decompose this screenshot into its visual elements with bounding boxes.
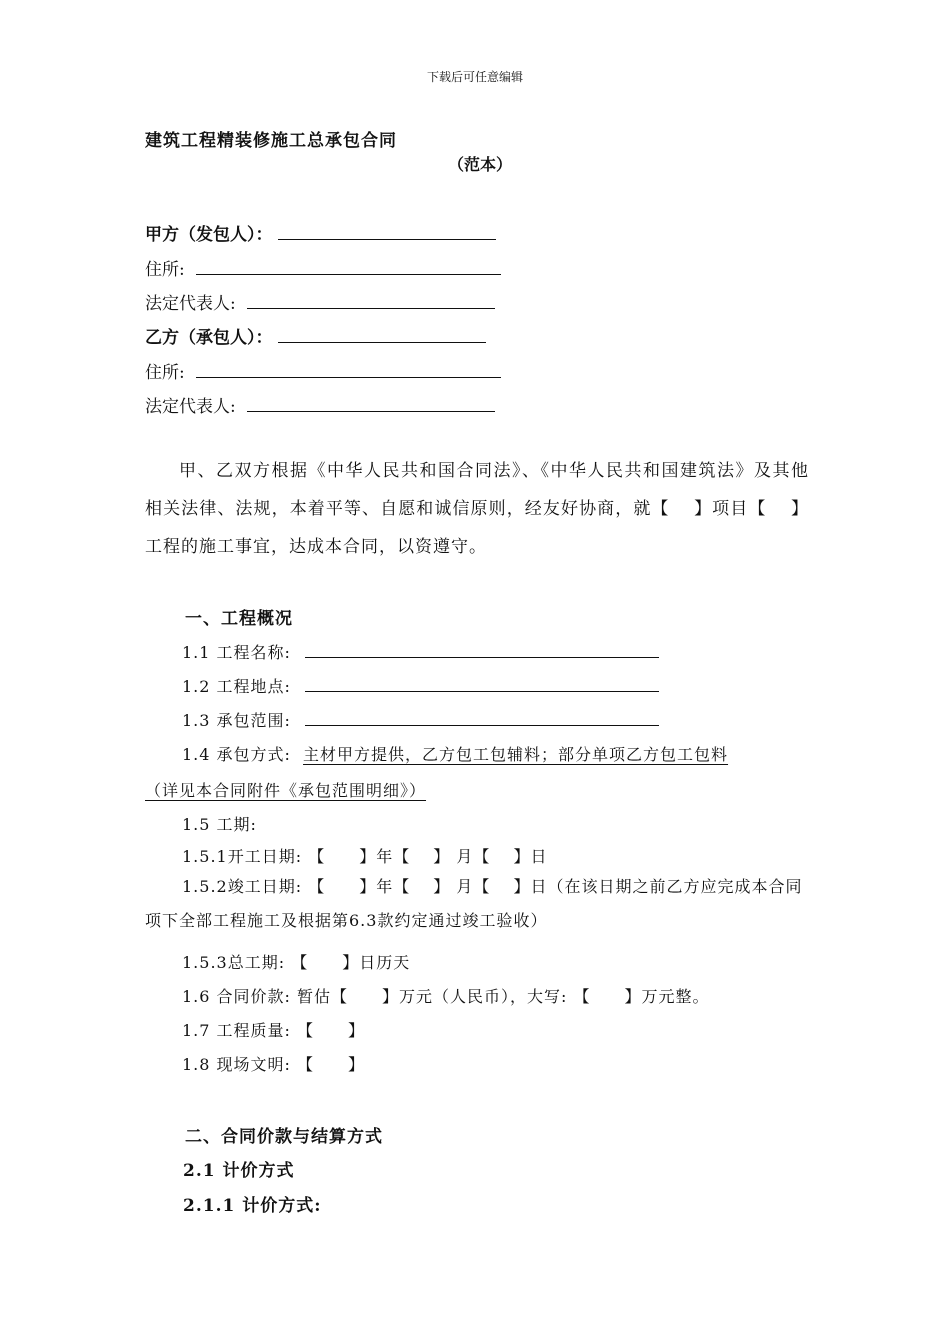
item-1-5-2: 1.5.2竣工日期: 【 】年【 】 月【 】日（在该日期之前乙方应完成本合同项下全部工程施工及根据第6.3款约定通过竣工验收） — [145, 877, 803, 930]
item-1-4-label: 1.4 承包方式: — [182, 745, 291, 764]
party-b-rep-blank — [247, 394, 495, 412]
item-1-3-blank — [305, 708, 659, 726]
item-1-2-label: 1.2 工程地点: — [182, 677, 291, 696]
item-1-2-blank — [305, 674, 659, 692]
item-1-1-blank — [305, 640, 659, 658]
party-a-label: 甲方（发包人）： — [145, 225, 273, 245]
item-1-5-3: 1.5.3总工期: 【 】日历天 — [182, 953, 411, 972]
section-2-1-heading: 2.1 计价方式 — [183, 1161, 295, 1181]
item-1-4-value-line2: （详见本合同附件《承包范围明细》） — [145, 781, 427, 800]
intro-paragraph: 甲、乙双方根据《中华人民共和国合同法》、《中华人民共和国建筑法》及其他相关法律、法规，本着平等、自愿和诚信原则，经友好协商，就【 】项目【 】工程的施工事宜，达成本合同，以资遵守。 — [145, 461, 809, 557]
party-a-address-blank — [196, 257, 501, 275]
party-b-row — [145, 323, 486, 348]
party-b-address-row — [145, 358, 501, 383]
item-1-7: 1.7 工程质量: 【 】 — [182, 1021, 366, 1040]
document-title: 建筑工程精装修施工总承包合同 — [145, 131, 397, 151]
item-1-5-1: 1.5.1开工日期: 【 】年【 】 月【 】日 — [182, 847, 548, 866]
item-1-4-continuation — [145, 778, 426, 801]
item-1-3-row — [182, 708, 659, 731]
item-1-1-label: 1.1 工程名称: — [182, 643, 291, 662]
document-subtitle: （范本） — [448, 155, 513, 174]
party-a-rep-blank — [247, 291, 495, 309]
party-a-rep-row — [145, 289, 495, 314]
party-b-rep-row — [145, 392, 495, 417]
party-a-address-row — [145, 255, 501, 280]
item-1-4-row — [182, 742, 728, 765]
item-1-1-row — [182, 640, 659, 663]
item-1-4-value-line1: 主材甲方提供，乙方包工包辅料；部分单项乙方包工包料 — [303, 745, 729, 764]
section-1-heading: 一、工程概况 — [185, 609, 293, 629]
party-a-rep-label: 法定代表人: — [145, 294, 236, 314]
item-1-2-row — [182, 674, 659, 697]
party-b-blank — [278, 325, 486, 343]
item-1-8: 1.8 现场文明: 【 】 — [182, 1055, 366, 1074]
party-b-address-blank — [196, 360, 501, 378]
party-a-blank — [278, 222, 496, 240]
party-a-address-label: 住所: — [145, 260, 185, 280]
header-note: 下载后可任意编辑 — [426, 70, 523, 84]
item-1-6: 1.6 合同价款: 暂估【 】万元（人民币），大写: 【 】万元整。 — [182, 987, 710, 1006]
section-2-heading: 二、合同价款与结算方式 — [185, 1127, 383, 1147]
party-a-row — [145, 220, 496, 245]
item-1-5: 1.5 工期: — [182, 815, 257, 834]
item-1-3-label: 1.3 承包范围: — [182, 711, 291, 730]
party-b-rep-label: 法定代表人: — [145, 397, 236, 417]
section-2-1-1-heading: 2.1.1 计价方式: — [183, 1196, 322, 1216]
party-b-address-label: 住所: — [145, 363, 185, 383]
party-b-label: 乙方（承包人）： — [145, 328, 273, 348]
